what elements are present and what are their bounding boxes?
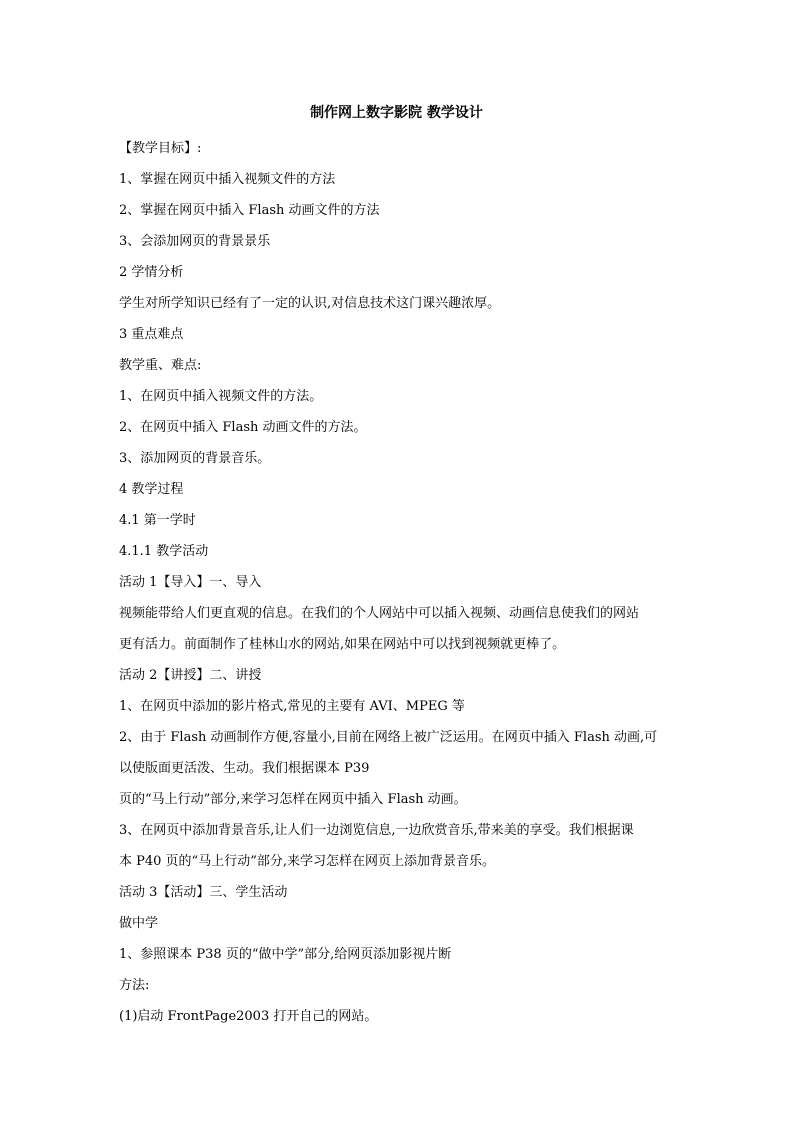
section-heading: 4.1 第一学时	[119, 513, 196, 528]
section-heading: 4.1.1 教学活动	[119, 544, 209, 559]
document-body	[119, 133, 679, 1032]
text-line: 以使版面更活泼、生动。我们根据课本 P39	[119, 761, 370, 776]
text-line: 1、参照课本 P38 页的“做中学”部分,给网页添加影视片断	[119, 947, 452, 962]
text-line: 教学重、难点:	[119, 358, 202, 373]
text-line: 更有活力。前面制作了桂林山水的网站,如果在网站中可以找到视频就更棒了。	[119, 637, 566, 652]
section-heading: 2 学情分析	[119, 265, 184, 280]
text-line: 页的“马上行动”部分,来学习怎样在网页中插入 Flash 动画。	[119, 792, 467, 807]
text-line: 1、在网页中插入视频文件的方法。	[119, 389, 323, 404]
section-heading: 4 教学过程	[119, 482, 184, 497]
activity-heading: 活动 1【导入】一、导入	[119, 575, 262, 590]
text-line: 2、在网页中插入 Flash 动画文件的方法。	[119, 420, 367, 435]
text-line: 【教学目标】:	[119, 141, 202, 156]
activity-heading: 活动 2【讲授】二、讲授	[119, 668, 262, 683]
text-line: 1、在网页中添加的影片格式,常见的主要有 AVI、MPEG 等	[119, 699, 465, 714]
text-line: 做中学	[119, 916, 159, 931]
text-line: 视频能带给人们更直观的信息。在我们的个人网站中可以插入视频、动画信息使我们的网站	[119, 606, 640, 621]
text-line: 本 P40 页的“马上行动”部分,来学习怎样在网页上添加背景音乐。	[119, 854, 495, 869]
text-line: (1)启动 FrontPage2003 打开自己的网站。	[119, 1009, 378, 1024]
text-line: 3、添加网页的背景音乐。	[119, 451, 271, 466]
document-title: 制作网上数字影院 教学设计	[310, 105, 483, 121]
text-line: 学生对所学知识已经有了一定的认识,对信息技术这门课兴趣浓厚。	[119, 296, 501, 311]
text-line: 3、在网页中添加背景音乐,让人们一边浏览信息,一边欣赏音乐,带来美的享受。我们根据课	[119, 823, 634, 838]
text-line: 3、会添加网页的背景景乐	[119, 234, 271, 249]
section-heading: 3 重点难点	[119, 327, 184, 342]
text-line: 2、由于 Flash 动画制作方便,容量小,目前在网络上被广泛运用。在网页中插入 Flash 动画,可	[119, 730, 658, 745]
text-line: 1、掌握在网页中插入视频文件的方法	[119, 172, 336, 187]
text-line: 方法:	[119, 978, 150, 993]
activity-heading: 活动 3【活动】三、学生活动	[119, 885, 288, 900]
text-line: 2、掌握在网页中插入 Flash 动画文件的方法	[119, 203, 380, 218]
